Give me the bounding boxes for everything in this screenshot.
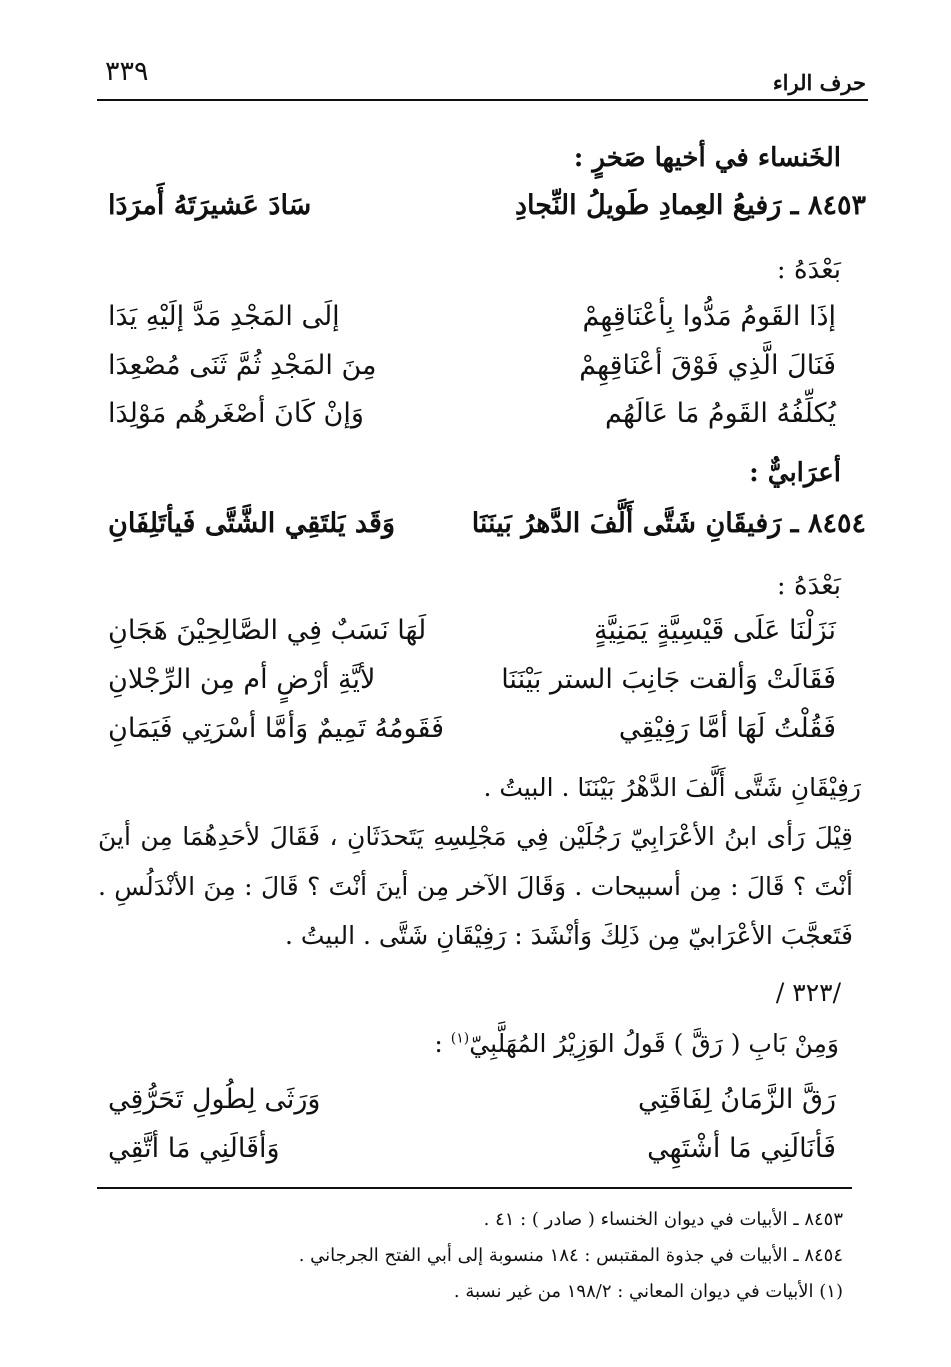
after-label-2: بَعْدَهُ : [776,571,841,601]
footnote-8454: ٨٤٥٤ ـ الأبيات في جذوة المقتبس : ١٨٤ منسوبة إلى أبي الفتح الجرجاني . [298,1245,843,1266]
footnote-marker: (١) [450,1030,470,1047]
verse-2-1-first: نَزَلْنَا عَلَى قَيْسِيَّةٍ يَمَنِيَّةٍ [594,615,836,646]
footnote-1: (١) الأبيات في ديوان المعاني : ١٩٨/٢ من غير نسبة . [453,1281,843,1302]
after-label-1: بَعْدَهُ : [776,255,841,285]
final-verse-2-first: فَأنَالَنِي مَا أشْتَهِي [647,1133,836,1164]
verse-2-3-first: فَقُلْتُ لَهَا أمَّا رَفِيْقِي [618,713,836,744]
attribution-arab: أعرَابيٌّ : [749,458,841,488]
story-line-1: قِيْلَ رَأى ابنُ الأعْرَابِيّ رَجُلَيْن فِي مَجْلِسِهِ يَتَحدَثَانِ ، فَقَالَ لأحَدِهُمَا مِن أينَ [98,822,853,851]
final-verse-1-first: رَقَّ الزَّمَانُ لِفَاقَتِي [638,1084,836,1115]
verse-1-1-second: إلَى المَجْدِ مَدَّ إلَيْهِ يَدَا [108,301,340,332]
verse-8453-first-half: ٨٤٥٣ ـ رَفيعُ العِمادِ طَويلُ النِّجادِ [515,190,866,221]
final-verse-1-second: وَرَثَى لِطُولِ تَحَرُّقِي [108,1084,321,1115]
verse-1-1-first: إذَا القَومُ مَدُّوا بِأعْنَاقِهِمْ [582,301,836,332]
footnote-8453: ٨٤٥٣ ـ الأبيات في ديوان الخنساء ( صادر ) : ٤١ . [483,1209,843,1230]
page-number: ٣٣٩ [105,56,149,87]
verse-8454-first-half: ٨٤٥٤ ـ رَفيقَانِ شَتَّى أَلَّفَ الدَّهرُ بَينَنَا [471,508,866,539]
quote-line: رَفِيْقَانِ شَتَّى أَلَّفَ الدَّهْرُ بَيْنَنَا . البيتُ . [483,773,861,802]
chapter-title: حرف الراء [772,70,866,95]
story-line-3: فَتَعجَّبَ الأعْرَابيّ مِن ذَلِكَ وَأنْشَدَ : رَفِيْقَانِ شَتَّى . البيتُ . [284,921,853,950]
attribution-khansa: الخَنساء في أخيها صَخرٍ : [573,143,841,173]
verse-1-2-first: فَنَالَ الَّذِي فَوْقَ أعْنَاقِهِمْ [579,350,836,381]
final-verse-2-second: وَأقَالَنِي مَا أتَّقِي [108,1133,280,1164]
section-intro-text: وَمِنْ بَابِ ( رَقَّ ) قَولُ الوَزِيْرُ المُهَلَّبِيّ [469,1029,839,1058]
verse-2-1-second: لَهَا نَسَبٌ فِي الصَّالِحِيْنَ هَجَانِ [108,615,427,646]
footnote-rule [97,1187,852,1189]
verse-8453-second-half: سَادَ عَشيرَتَهُ أَمرَدَا [108,190,312,221]
section-intro [434,1029,839,1058]
section-intro-colon: : [434,1029,443,1058]
verse-1-2-second: مِنَ المَجْدِ ثُمَّ ثَنَى مُصْعِدَا [108,350,377,381]
verse-2-2-second: لأيَّةِ أرْضٍ أم مِن الرِّجْلانِ [108,664,376,695]
header-rule [97,99,868,101]
verse-2-2-first: فَقَالَتْ وَألقت جَانِبَ الستر بَيْنَنَا [501,664,836,695]
verse-1-3-second: وَإنْ كَانَ أصْغَرهُم مَوْلِدَا [108,398,364,429]
story-line-2: أنْتَ ؟ قَالَ : مِن أسبيحات . وَقَالَ الآخر مِن أينَ أنْتَ ؟ قَالَ : مِنَ الأنْدَلُسِ . [98,872,853,901]
page-reference: /٣٢٣ / [775,978,841,1007]
verse-1-3-first: يُكلِّفُهُ القَومُ مَا عَالَهُم [605,398,836,429]
verse-2-3-second: فَقَومُهُ تَمِيمٌ وَأمَّا أسْرَتِي فَيَمَانِ [108,713,445,744]
verse-8454-second-half: وَقَد يَلتَقِي الشَّتَّى فَيأتَلِفَانِ [108,508,395,539]
